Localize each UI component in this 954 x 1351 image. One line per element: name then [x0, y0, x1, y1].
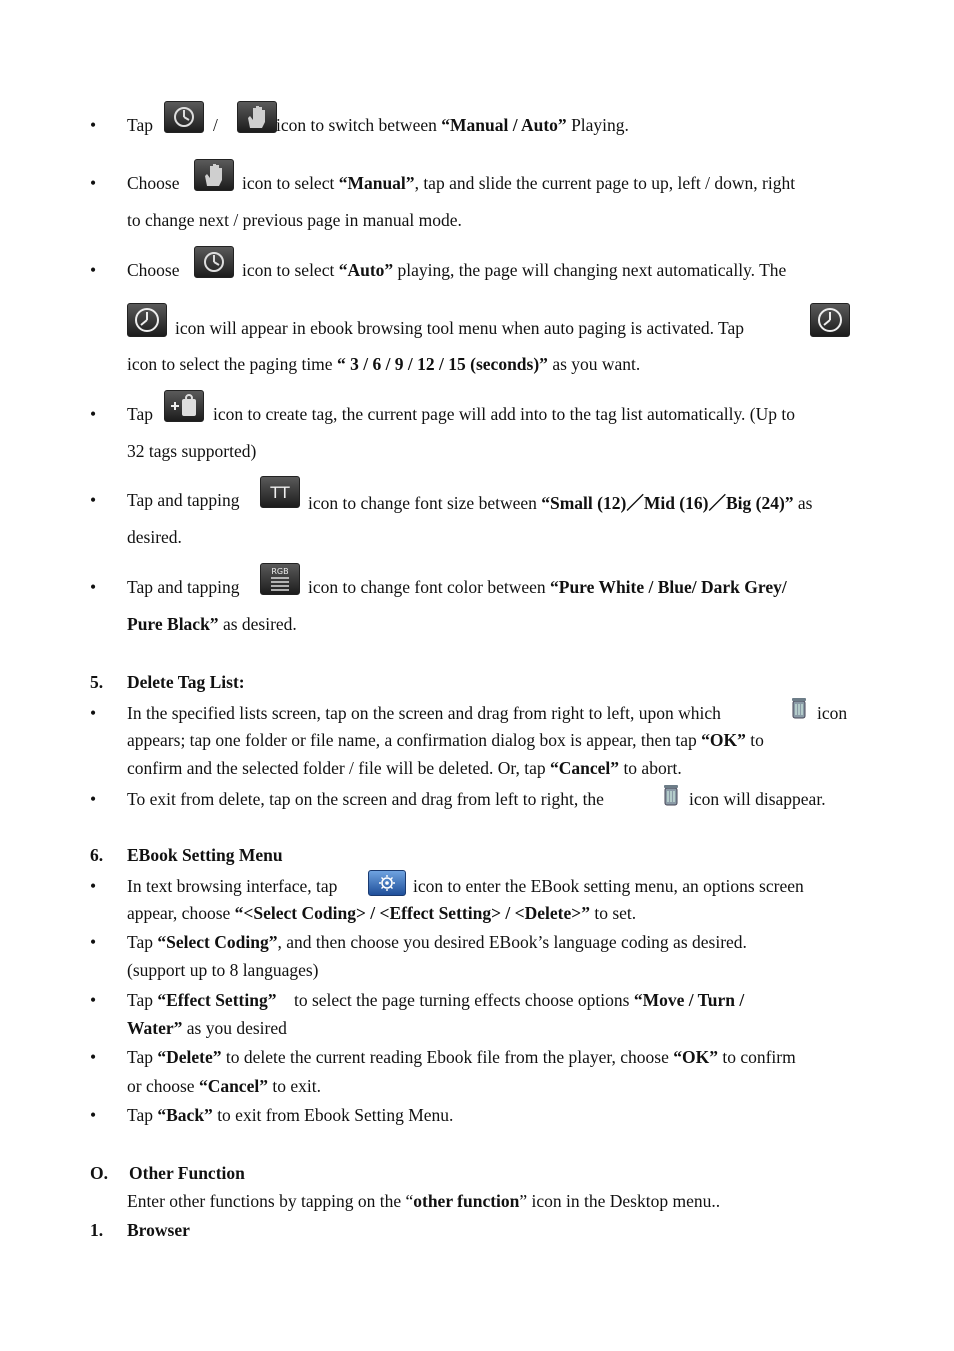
bullet: • — [90, 1105, 97, 1125]
text: icon will disappear. — [689, 789, 826, 809]
section-number: O. — [90, 1163, 108, 1183]
section-number: 1. — [90, 1220, 104, 1240]
text: icon to create tag, the current page will add into to the tag list automatically. (Up to — [213, 404, 796, 424]
text: In text browsing interface, tap — [127, 876, 338, 896]
text: appears; tap one folder or file name, a confirmation dialog box is appear, then tap “OK” to — [127, 730, 764, 750]
trash-icon — [662, 783, 680, 807]
settings-icon — [368, 870, 406, 896]
text: 32 tags supported) — [127, 441, 257, 461]
add-tag-icon — [164, 390, 204, 422]
section-number: 6. — [90, 845, 104, 865]
text: or choose “Cancel” to exit. — [127, 1076, 321, 1096]
bullet: • — [90, 990, 97, 1010]
text: / — [213, 115, 218, 135]
bullet: • — [90, 260, 97, 280]
bullet: • — [90, 490, 97, 510]
text: Tap and tapping — [127, 577, 240, 597]
bullet: • — [90, 932, 97, 952]
text: icon to enter the EBook setting menu, an options screen — [413, 876, 804, 896]
font-size-icon-label: TT — [270, 483, 290, 502]
text: icon will appear in ebook browsing tool menu when auto paging is activated. Tap — [175, 318, 745, 338]
text: Choose — [127, 260, 180, 280]
text: appear, choose “<Select Coding> / <Effect Setting> / <Delete>” to set. — [127, 903, 637, 923]
font-color-icon — [260, 563, 300, 595]
section-title: Delete Tag List: — [127, 672, 245, 692]
bullet: • — [90, 789, 97, 809]
text: Choose — [127, 173, 180, 193]
bullet: • — [90, 404, 97, 424]
text: icon to switch between “Manual / Auto” Playing. — [276, 115, 629, 135]
text: to change next / previous page in manual mode. — [127, 210, 462, 230]
text: (support up to 8 languages) — [127, 960, 319, 980]
section-title: Browser — [127, 1220, 190, 1240]
font-color-icon-label: RGB — [271, 567, 289, 576]
auto-play-icon — [164, 101, 204, 133]
text: Tap — [127, 404, 153, 424]
text: icon to select “Auto” playing, the page will changing next automatically. The — [242, 260, 787, 280]
text: Water” as you desired — [127, 1018, 287, 1038]
clock-icon — [810, 303, 850, 337]
text: Tap “Select Coding”, and then choose you desired EBook’s language coding as desired. — [127, 932, 747, 952]
bullet: • — [90, 1047, 97, 1067]
hand-icon — [194, 159, 234, 191]
text: desired. — [127, 527, 182, 547]
bullet: • — [90, 577, 97, 597]
text: To exit from delete, tap on the screen and drag from left to right, the — [127, 789, 604, 809]
auto-play-icon — [194, 246, 234, 278]
bullet: • — [90, 115, 97, 135]
section-number: 5. — [90, 672, 104, 692]
text: confirm and the selected folder / file will be deleted. Or, tap “Cancel” to abort. — [127, 758, 682, 778]
text: icon to change font size between “Small (12)／Mid (16)／Big (24)” as — [308, 493, 813, 513]
section-title: EBook Setting Menu — [127, 845, 283, 865]
text: Tap “Effect Setting” to select the page turning effects choose options “Move / Turn / — [127, 990, 745, 1010]
text: Enter other functions by tapping on the “other function” icon in the Desktop menu.. — [127, 1191, 721, 1211]
bullet: • — [90, 173, 97, 193]
hand-icon — [237, 101, 277, 133]
text: icon to select the paging time “ 3 / 6 / 9 / 12 / 15 (seconds)” as you want. — [127, 354, 641, 374]
bullet: • — [90, 703, 97, 723]
font-size-icon — [260, 476, 300, 508]
bullet: • — [90, 876, 97, 896]
text: icon to select “Manual”, tap and slide the current page to up, left / down, right — [242, 173, 796, 193]
text: Tap — [127, 115, 153, 135]
text: Pure Black” as desired. — [127, 614, 297, 634]
text: In the specified lists screen, tap on the screen and drag from right to left, upon which — [127, 703, 721, 723]
text: Tap and tapping — [127, 490, 240, 510]
text: icon to change font color between “Pure White / Blue/ Dark Grey/ — [308, 577, 787, 597]
text: Tap “Delete” to delete the current reading Ebook file from the player, choose “OK” to confirm — [127, 1047, 796, 1067]
section-title: Other Function — [129, 1163, 245, 1183]
trash-icon — [790, 696, 808, 720]
text: icon — [817, 703, 848, 723]
text: Tap “Back” to exit from Ebook Setting Menu. — [127, 1105, 454, 1125]
clock-icon — [127, 303, 167, 337]
